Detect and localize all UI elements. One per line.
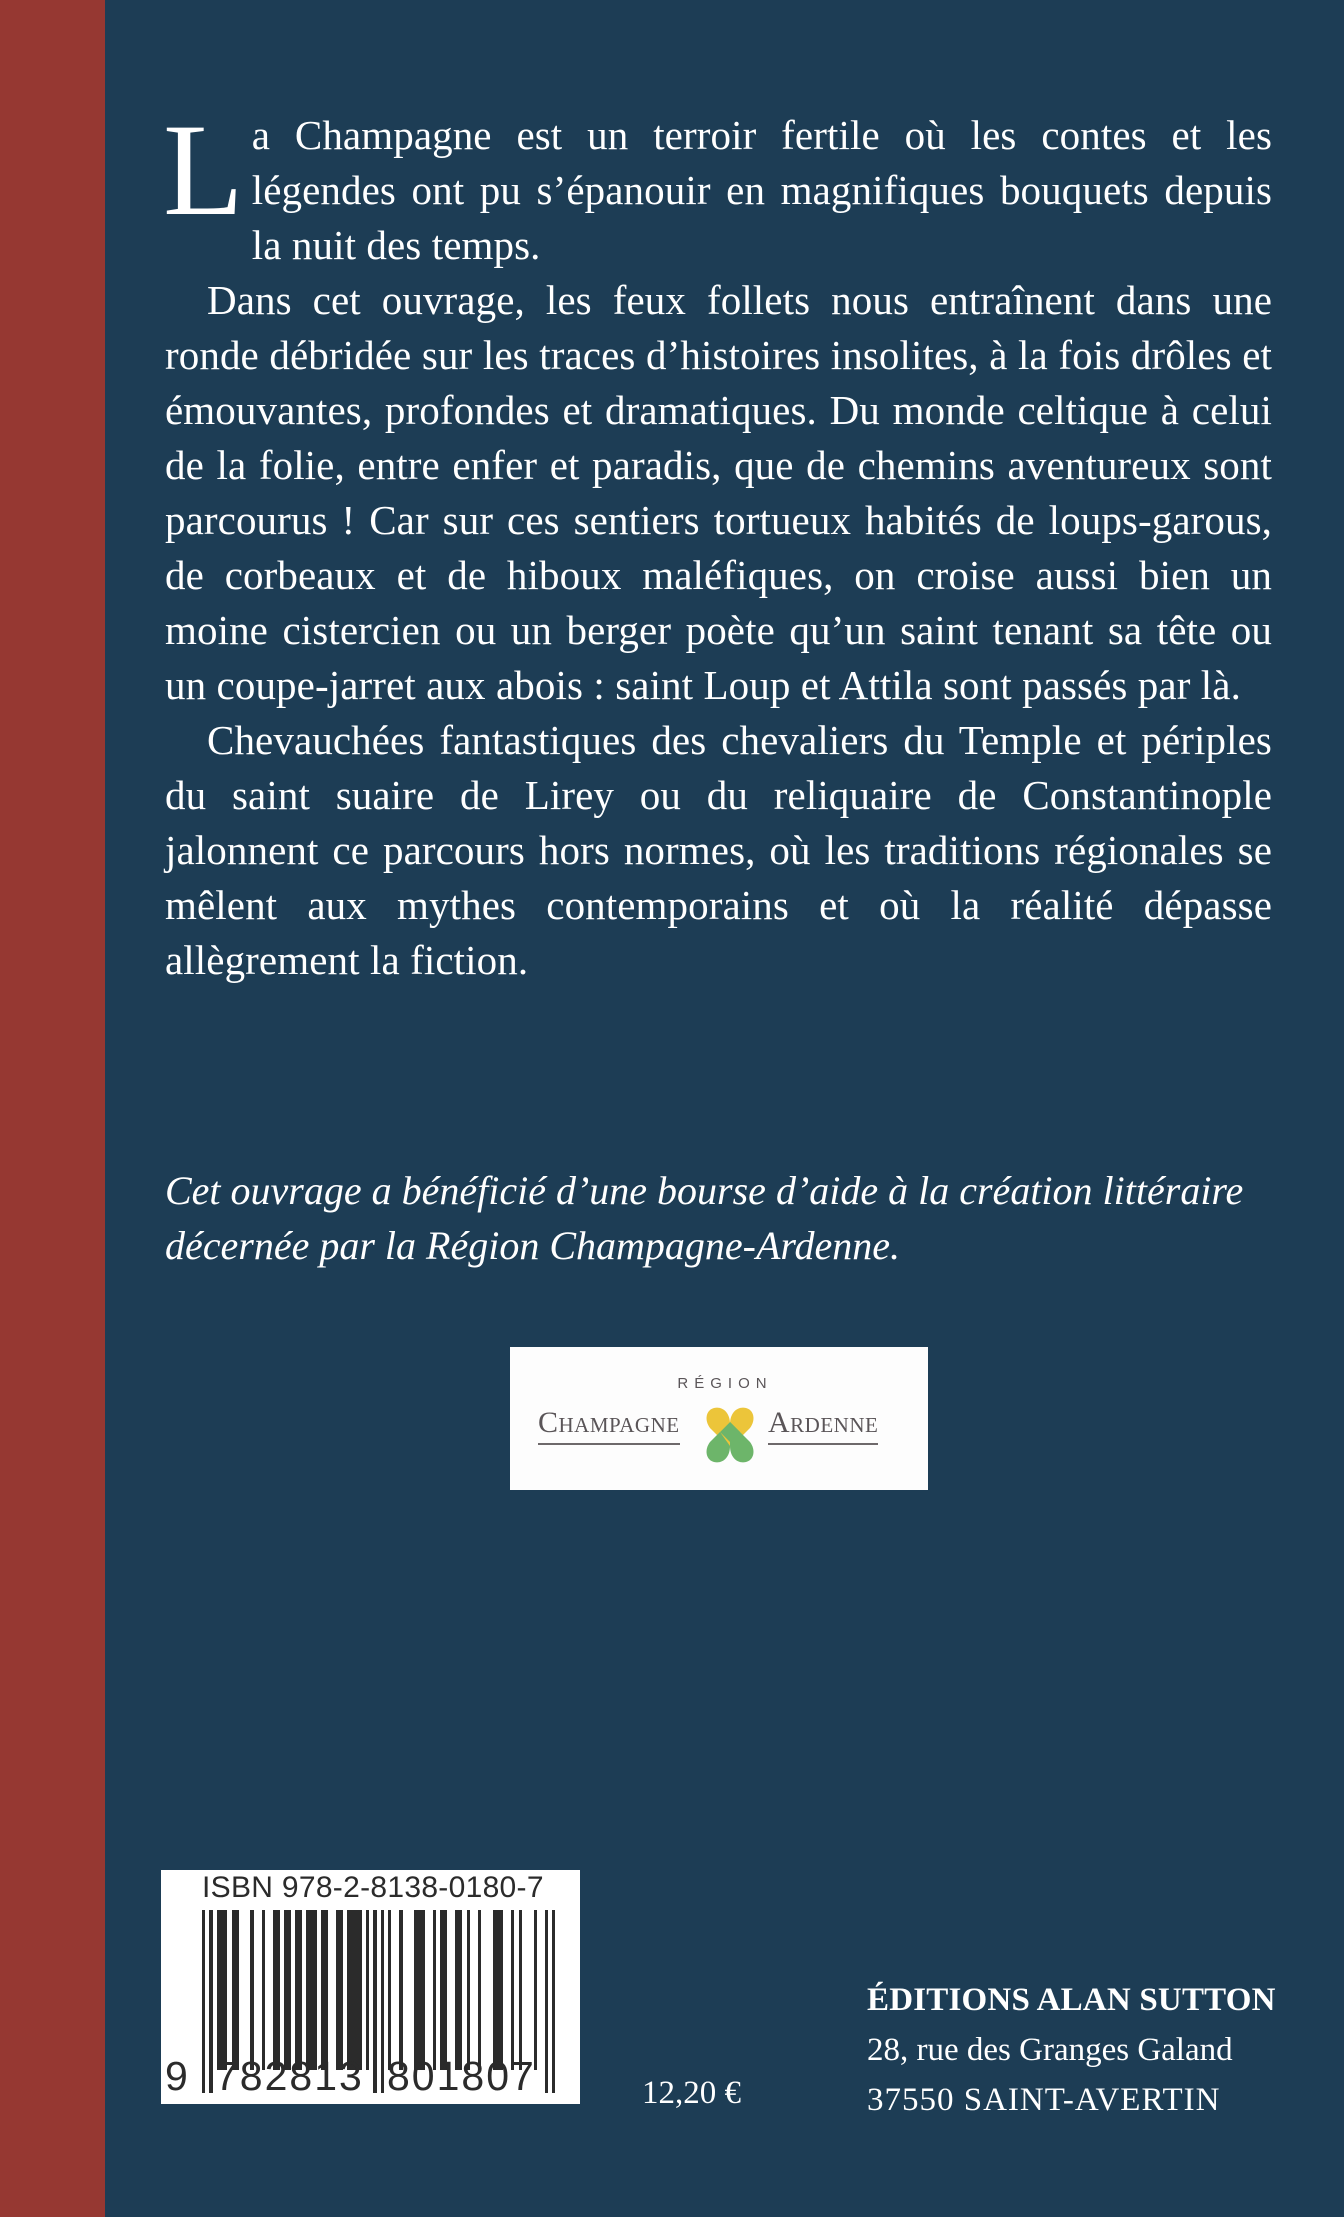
barcode-bar [273,1910,280,2070]
grant-note [165,1163,1272,1273]
barcode-bar [202,1910,205,2093]
barcode-bar [433,1910,436,2070]
barcode-bar [455,1910,462,2070]
barcode-bar [493,1910,504,2070]
barcode-bar [552,1910,555,2093]
logo-region-label: RÉGION [677,1375,773,1392]
grant-note-line-1: Cet ouvrage a bénéficié d’une bourse d’aide à la création littéraire [165,1168,1244,1213]
publisher-street: 28, rue des Granges Galand [867,2032,1233,2068]
isbn-label: ISBN 978-2-8138-0180-7 [202,1871,544,1904]
barcode-bar [373,1910,376,2093]
barcode-bar [511,1910,514,2070]
barcode-bar [545,1910,548,2093]
publisher-name: ÉDITIONS ALAN SUTTON [867,1982,1276,2018]
barcode-bar [284,1910,291,2070]
barcode-bar [232,1910,239,2070]
barcode-bar [399,1910,402,2070]
publisher-city: 37550 SAINT-AVERTIN [867,2082,1221,2118]
barcode-bar [347,1910,361,2070]
barcode-bar [217,1910,228,2070]
barcode-bar [366,1910,369,2070]
spine-stripe [0,0,105,2217]
barcode-bar [519,1910,522,2070]
barcode-bar [321,1910,328,2070]
blurb-paragraph-1 [163,96,1272,273]
barcode-bar [295,1910,302,2070]
barcode-bar [250,1910,253,2070]
blurb-paragraph-3: Chevauchées fantastiques des chevaliers du Temple et périples du saint suaire de Lirey ou du reliquaire de Constantinople jalonnent ce parcours hors normes, où les traditions régionales se mêlent aux mythes contemporains et où la réalité dépasse allègrement la fiction. [165,717,1272,983]
region-logo [510,1347,928,1490]
logo-word-ardenne: Ardenne [768,1407,878,1445]
interlaced-hearts-icon [700,1404,760,1466]
publisher-block [867,1975,1277,2125]
grant-note-line-2: décernée par la Région Champagne-Ardenne. [165,1223,900,1268]
blurb-paragraph-1-text: a Champagne est un terroir fertile où les contes et les légendes ont pu s’épanouir en magnifiques bouquets depuis la nuit des temps. [251,112,1272,268]
barcode-bar [336,1910,343,2070]
barcode-bar [209,1910,212,2093]
barcode-bar [478,1910,481,2070]
blurb-paragraph-2: Dans cet ouvrage, les feux follets nous entraînent dans une ronde débridée sur les traces d’histoires insolites, à la fois drôles et émouvantes, profondes et dramatiques. Du monde celtique à celui de la folie, entre enfer et paradis, que de chemins aventureux sont parcourus ! Car sur ces sentiers tortueux habités de loups-garous, de corbeaux et de hiboux maléfiques, on croise aussi bien un moine cistercien ou un berger poète qu’un saint tenant sa tête ou un coupe-jarret aux abois : saint Loup et Attila sont passés par là. [165,277,1272,708]
back-cover-blurb [163,96,1272,988]
price: 12,20 € [642,2075,741,2111]
barcode-digits-left: 782813 [215,2053,364,2099]
barcode-bar [534,1910,537,2070]
isbn-barcode [161,1870,580,2104]
barcode-bar [381,1910,384,2093]
barcode-bar [306,1910,317,2070]
drop-cap: L [163,96,244,243]
barcode-bar [440,1910,447,2070]
barcode-bar [262,1910,265,2070]
barcode-digits-right: 801807 [387,2053,536,2099]
barcode-digit-lead: 9 [165,2053,188,2099]
logo-word-champagne: Champagne [538,1407,680,1445]
barcode-bar [414,1910,425,2070]
barcode-bar [388,1910,391,2070]
barcode-bar [467,1910,470,2070]
